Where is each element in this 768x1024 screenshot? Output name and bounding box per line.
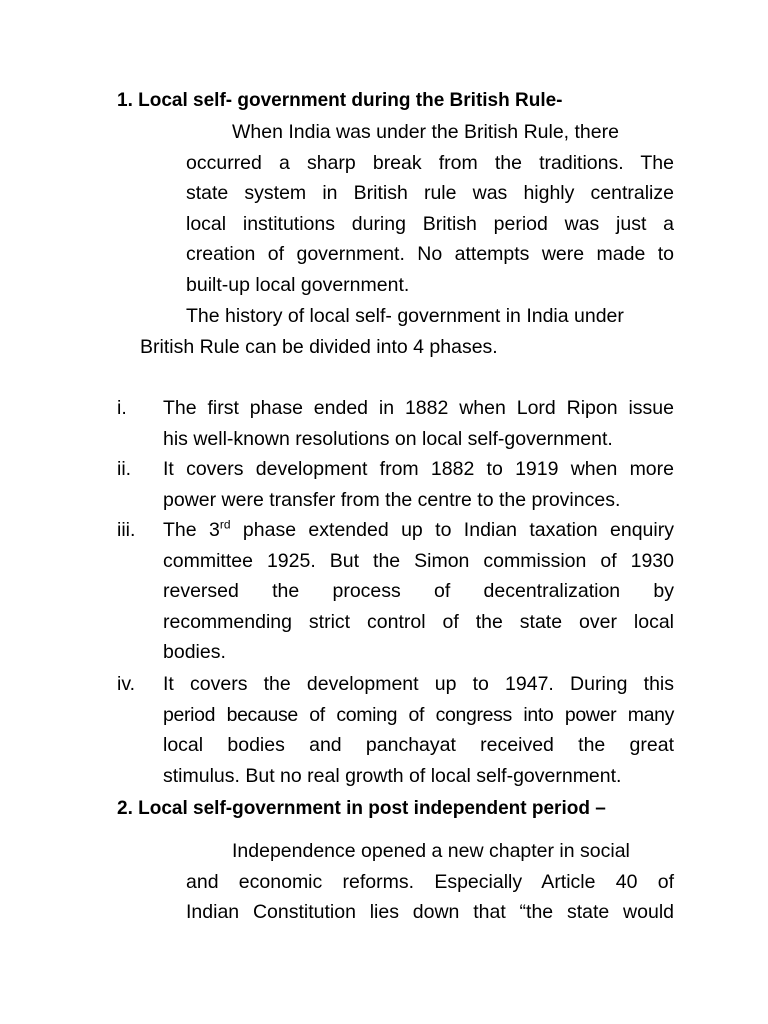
- list-item-text: phase extended up to Indian taxation enquiry: [230, 519, 674, 541]
- section-1-heading: 1. Local self- government during the British Rule-: [117, 90, 563, 111]
- list-item-1: [163, 393, 674, 454]
- section-1-paragraph-1: [186, 117, 674, 300]
- list-item-line: period because of coming of congress into power many: [163, 703, 674, 726]
- paragraph-line: local institutions during British period was just a: [186, 212, 674, 235]
- paragraph-line: British Rule can be divided into 4 phases.: [140, 335, 498, 358]
- paragraph-line: Independence opened a new chapter in social: [232, 840, 630, 862]
- list-item-3: [163, 515, 674, 668]
- section-2-heading: 2. Local self-government in post independent period –: [117, 798, 606, 819]
- list-marker: iii.: [117, 519, 136, 541]
- list-item-line: power were transfer from the centre to the provinces.: [163, 488, 621, 511]
- paragraph-line: The history of local self- government in India under: [186, 305, 624, 327]
- paragraph-line: built-up local government.: [186, 273, 410, 296]
- list-item-line: recommending strict control of the state over local: [163, 610, 674, 633]
- list-item-2: [163, 454, 674, 515]
- list-item-line: his well-known resolutions on local self-government.: [163, 427, 613, 450]
- section-1-paragraph-2: [140, 301, 674, 362]
- paragraph-line: and economic reforms. Especially Article 40 of: [186, 870, 674, 893]
- list-item-text: The 3: [163, 519, 220, 541]
- list-item-line: [163, 515, 674, 546]
- list-item-line: It covers development from 1882 to 1919 when more: [163, 458, 674, 480]
- paragraph-line: occurred a sharp break from the traditions. The: [186, 151, 674, 174]
- list-marker: ii.: [117, 458, 132, 480]
- list-item-line: The first phase ended in 1882 when Lord Ripon issue: [163, 397, 674, 419]
- list-item-line: committee 1925. But the Simon commission of 1930: [163, 549, 674, 572]
- list-item-line: stimulus. But no real growth of local self-government.: [163, 764, 622, 787]
- list-item-line: bodies.: [163, 641, 226, 663]
- list-marker: i.: [117, 397, 127, 419]
- paragraph-line: Indian Constitution lies down that “the state would: [186, 901, 674, 923]
- list-item-line: It covers the development up to 1947. During this: [163, 673, 674, 695]
- list-item-4: [163, 669, 674, 791]
- list-item-line: reversed the process of decentralization by: [163, 580, 674, 602]
- list-marker: iv.: [117, 673, 136, 695]
- paragraph-line: creation of government. No attempts were made to: [186, 243, 674, 265]
- paragraph-line: state system in British rule was highly centralize: [186, 182, 674, 204]
- section-2-paragraph-1: [186, 836, 674, 928]
- paragraph-line: When India was under the British Rule, there: [232, 121, 619, 143]
- list-item-line: local bodies and panchayat received the great: [163, 734, 674, 756]
- ordinal-suffix: rd: [219, 517, 231, 532]
